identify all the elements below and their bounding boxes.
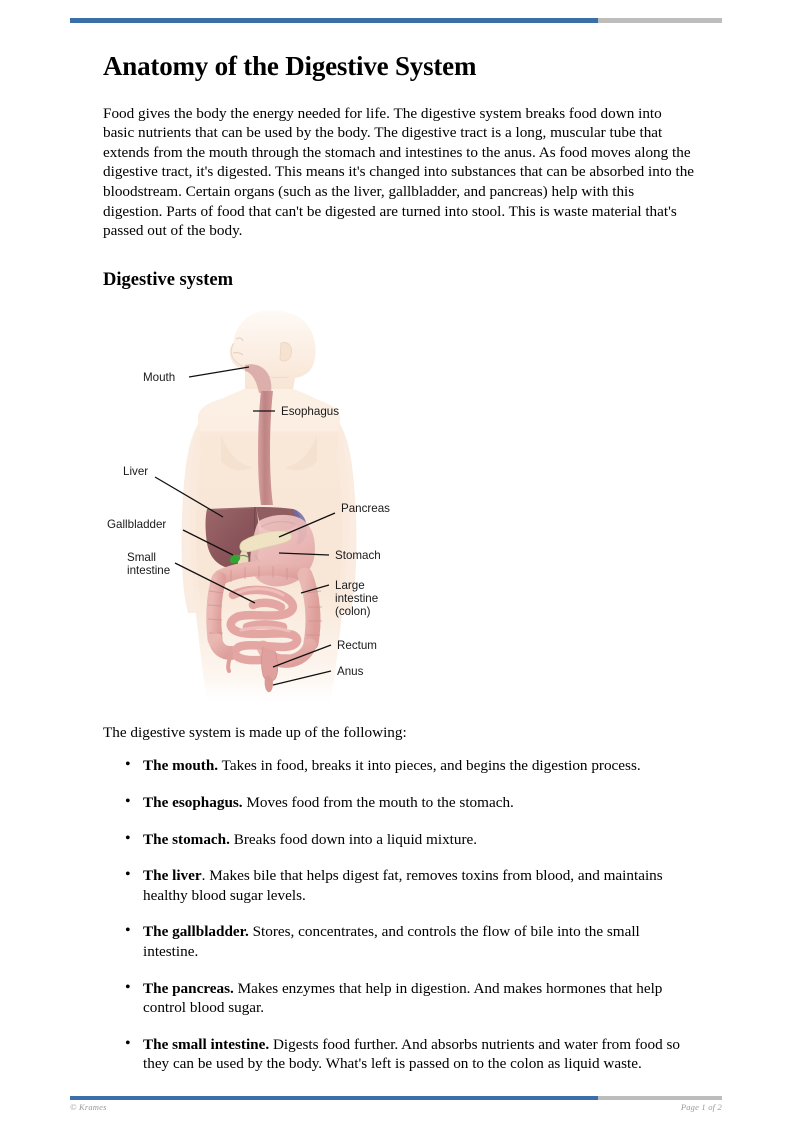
figure-label-small-intestine-line2: intestine	[127, 563, 171, 577]
list-item-description: Breaks food down into a liquid mixture.	[229, 830, 478, 848]
figure-label-stomach: Stomach	[335, 548, 381, 562]
document-content	[103, 52, 695, 1091]
list-item-term: The gallbladder.	[143, 923, 249, 941]
list-item-description: Digests food further. And absorbs nutrients and water from food so they can be used by the body. What's left is passed on to the colon as liquid waste.	[143, 1035, 680, 1073]
list-item-term: The mouth.	[143, 757, 219, 775]
list-item	[141, 793, 695, 813]
list-item-description: Makes enzymes that help in digestion. And makes hormones that help control blood sugar.	[143, 979, 663, 1017]
figure-label-pancreas: Pancreas	[341, 501, 390, 515]
figure-label-large-intestine-line3: (colon)	[335, 604, 371, 618]
list-item-description: Moves food from the mouth to the stomach.	[242, 794, 514, 812]
list-item-term: The liver	[143, 867, 202, 885]
figure-label-esophagus: Esophagus	[281, 404, 340, 418]
section-heading-digestive-system: Digestive system	[103, 269, 233, 290]
list-item-term: The small intestine.	[143, 1035, 270, 1053]
list-item-term: The stomach.	[143, 830, 230, 848]
list-item-description: Stores, concentrates, and controls the flow of bile into the small intestine.	[143, 923, 640, 960]
footer-rule-gray-segment	[598, 1096, 722, 1100]
footer-rule-blue-segment	[70, 1096, 598, 1100]
footer-rule	[70, 1096, 722, 1100]
figure-label-mouth: Mouth	[143, 370, 176, 384]
figure-label-small-intestine-line1: Small	[127, 550, 156, 564]
figure-label-large-intestine-line2: intestine	[335, 591, 379, 605]
figure-label-anus: Anus	[337, 664, 364, 678]
header-rule-blue-segment	[70, 18, 598, 23]
list-item	[141, 979, 695, 1018]
organ-list	[103, 756, 695, 1074]
list-item	[141, 1035, 695, 1074]
digestive-system-illustration	[103, 305, 443, 705]
figure-label-gallbladder: Gallbladder	[107, 517, 167, 531]
header-rule	[70, 18, 722, 23]
intro-paragraph: Food gives the body the energy needed for life. The digestive system breaks food down into basic nutrients that can be used by the body. The digestive tract is a long, muscular tube that extends from the mouth through the stomach and intestines to the anus. As food moves along the digestive tract, it's digested. This means it's changed into substances that can be absorbed into the bloodstream. Certain organs (such as the liver, gallbladder, and pancreas) help with this digestion. Parts of food that can't be digested are turned into stool. This is waste material that's passed out of the body.	[103, 104, 695, 240]
list-item-description: Takes in food, breaks it into pieces, and begins the digestion process.	[218, 757, 641, 775]
list-item	[141, 830, 695, 850]
list-item-description: . Makes bile that helps digest fat, removes toxins from blood, and maintains healthy blood sugar levels.	[143, 867, 663, 904]
copyright-notice: © Krames	[70, 1102, 107, 1112]
figure-label-large-intestine-line1: Large	[335, 578, 365, 592]
footer	[70, 1102, 722, 1112]
list-item	[141, 922, 695, 961]
list-item-term: The esophagus.	[143, 794, 243, 812]
list-lead-in: The digestive system is made up of the following:	[103, 723, 407, 741]
page-title: Anatomy of the Digestive System	[103, 51, 477, 81]
list-item	[141, 866, 695, 905]
figure-label-liver: Liver	[123, 464, 149, 478]
header-rule-gray-segment	[598, 18, 722, 23]
figure-label-rectum: Rectum	[337, 638, 377, 652]
list-item-term: The pancreas.	[143, 979, 234, 997]
page-number: Page 1 of 2	[680, 1102, 722, 1112]
list-item	[141, 756, 695, 776]
